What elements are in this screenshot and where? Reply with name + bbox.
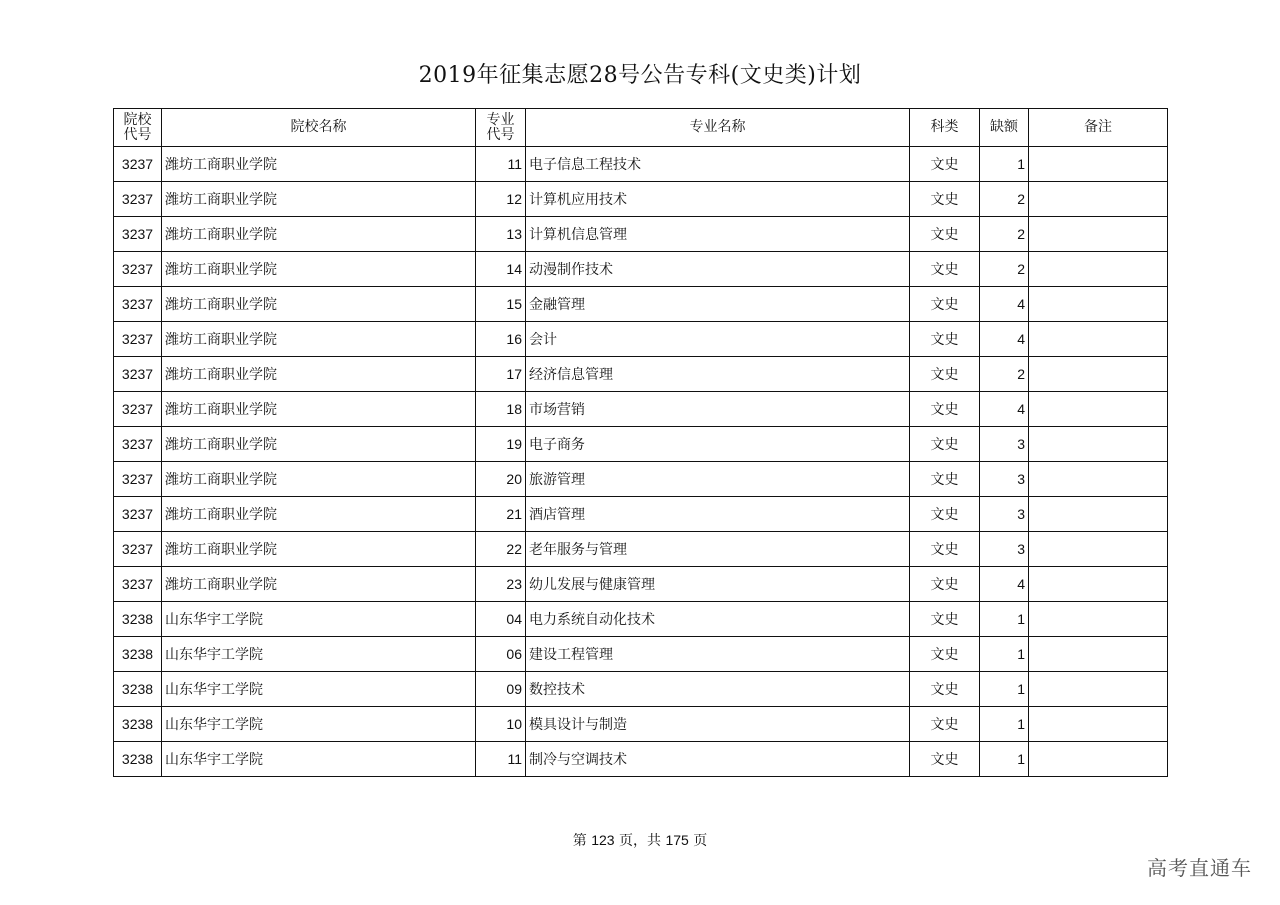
header-major-name: 专业名称 — [526, 109, 910, 147]
school-name-cell: 潍坊工商职业学院 — [162, 392, 476, 427]
school-code-cell: 3237 — [114, 462, 162, 497]
remark-cell — [1029, 567, 1168, 602]
remark-cell — [1029, 707, 1168, 742]
page-total: 175 — [665, 832, 689, 848]
header-remark: 备注 — [1029, 109, 1168, 147]
school-name-cell: 潍坊工商职业学院 — [162, 462, 476, 497]
major-name-cell: 模具设计与制造 — [526, 707, 910, 742]
school-name-cell: 潍坊工商职业学院 — [162, 147, 476, 182]
major-name-cell: 计算机应用技术 — [526, 182, 910, 217]
table-row — [114, 147, 1168, 182]
plan-table — [113, 108, 1168, 777]
table-row — [114, 427, 1168, 462]
major-code-cell: 11 — [476, 147, 526, 182]
quota-cell: 3 — [980, 497, 1029, 532]
table-row — [114, 322, 1168, 357]
major-code-cell: 22 — [476, 532, 526, 567]
category-cell: 文史 — [910, 392, 980, 427]
table-row — [114, 462, 1168, 497]
quota-cell: 2 — [980, 182, 1029, 217]
school-name-cell: 山东华宇工学院 — [162, 602, 476, 637]
category-cell: 文史 — [910, 742, 980, 777]
plan-table-body — [114, 147, 1168, 777]
school-code-cell: 3237 — [114, 287, 162, 322]
major-name-cell: 电子商务 — [526, 427, 910, 462]
major-code-cell: 12 — [476, 182, 526, 217]
major-code-cell: 16 — [476, 322, 526, 357]
table-row — [114, 287, 1168, 322]
major-code-cell: 17 — [476, 357, 526, 392]
table-row — [114, 672, 1168, 707]
school-code-cell: 3238 — [114, 672, 162, 707]
major-name-cell: 制冷与空调技术 — [526, 742, 910, 777]
remark-cell — [1029, 252, 1168, 287]
major-code-cell: 18 — [476, 392, 526, 427]
school-name-cell: 潍坊工商职业学院 — [162, 497, 476, 532]
table-row — [114, 217, 1168, 252]
major-name-cell: 数控技术 — [526, 672, 910, 707]
major-name-cell: 计算机信息管理 — [526, 217, 910, 252]
category-cell: 文史 — [910, 602, 980, 637]
school-code-cell: 3238 — [114, 707, 162, 742]
quota-cell: 1 — [980, 602, 1029, 637]
major-name-cell: 动漫制作技术 — [526, 252, 910, 287]
quota-cell: 1 — [980, 147, 1029, 182]
major-name-cell: 建设工程管理 — [526, 637, 910, 672]
category-cell: 文史 — [910, 637, 980, 672]
school-name-cell: 山东华宇工学院 — [162, 637, 476, 672]
remark-cell — [1029, 182, 1168, 217]
remark-cell — [1029, 322, 1168, 357]
watermark-text: 高考直通车 — [1147, 856, 1252, 880]
major-name-cell: 电子信息工程技术 — [526, 147, 910, 182]
major-name-cell: 市场营销 — [526, 392, 910, 427]
remark-cell — [1029, 357, 1168, 392]
major-code-cell: 20 — [476, 462, 526, 497]
school-name-cell: 山东华宇工学院 — [162, 742, 476, 777]
school-name-cell: 潍坊工商职业学院 — [162, 357, 476, 392]
quota-cell: 4 — [980, 322, 1029, 357]
major-code-cell: 21 — [476, 497, 526, 532]
major-name-cell: 会计 — [526, 322, 910, 357]
remark-cell — [1029, 287, 1168, 322]
remark-cell — [1029, 217, 1168, 252]
major-code-cell: 10 — [476, 707, 526, 742]
school-code-cell: 3237 — [114, 217, 162, 252]
quota-cell: 1 — [980, 707, 1029, 742]
category-cell: 文史 — [910, 287, 980, 322]
school-name-cell: 潍坊工商职业学院 — [162, 182, 476, 217]
school-code-cell: 3238 — [114, 602, 162, 637]
school-code-cell: 3237 — [114, 147, 162, 182]
page-footer: 第 123 页，共 175 页 — [572, 832, 708, 849]
quota-cell: 2 — [980, 252, 1029, 287]
category-cell: 文史 — [910, 672, 980, 707]
quota-cell: 3 — [980, 532, 1029, 567]
school-name-cell: 潍坊工商职业学院 — [162, 217, 476, 252]
school-name-cell: 潍坊工商职业学院 — [162, 322, 476, 357]
table-row — [114, 637, 1168, 672]
quota-cell: 4 — [980, 287, 1029, 322]
school-name-cell: 潍坊工商职业学院 — [162, 287, 476, 322]
header-school-code: 院校 代号 — [114, 109, 162, 147]
remark-cell — [1029, 742, 1168, 777]
major-name-cell: 经济信息管理 — [526, 357, 910, 392]
table-row — [114, 392, 1168, 427]
quota-cell: 1 — [980, 637, 1029, 672]
remark-cell — [1029, 637, 1168, 672]
table-row — [114, 182, 1168, 217]
school-code-cell: 3237 — [114, 532, 162, 567]
category-cell: 文史 — [910, 357, 980, 392]
category-cell: 文史 — [910, 707, 980, 742]
major-name-cell: 电力系统自动化技术 — [526, 602, 910, 637]
header-major-code: 专业 代号 — [476, 109, 526, 147]
school-code-cell: 3237 — [114, 392, 162, 427]
major-code-cell: 23 — [476, 567, 526, 602]
major-code-cell: 15 — [476, 287, 526, 322]
category-cell: 文史 — [910, 462, 980, 497]
major-name-cell: 金融管理 — [526, 287, 910, 322]
major-code-cell: 19 — [476, 427, 526, 462]
school-name-cell: 潍坊工商职业学院 — [162, 252, 476, 287]
table-header-row — [114, 109, 1168, 147]
remark-cell — [1029, 532, 1168, 567]
school-name-cell: 潍坊工商职业学院 — [162, 427, 476, 462]
major-code-cell: 13 — [476, 217, 526, 252]
major-code-cell: 06 — [476, 637, 526, 672]
category-cell: 文史 — [910, 252, 980, 287]
school-code-cell: 3238 — [114, 742, 162, 777]
school-code-cell: 3237 — [114, 497, 162, 532]
category-cell: 文史 — [910, 217, 980, 252]
quota-cell: 4 — [980, 392, 1029, 427]
major-name-cell: 老年服务与管理 — [526, 532, 910, 567]
major-code-cell: 04 — [476, 602, 526, 637]
table-row — [114, 567, 1168, 602]
school-code-cell: 3237 — [114, 567, 162, 602]
quota-cell: 1 — [980, 742, 1029, 777]
table-row — [114, 602, 1168, 637]
quota-cell: 2 — [980, 357, 1029, 392]
table-row — [114, 252, 1168, 287]
category-cell: 文史 — [910, 532, 980, 567]
remark-cell — [1029, 497, 1168, 532]
major-name-cell: 旅游管理 — [526, 462, 910, 497]
remark-cell — [1029, 602, 1168, 637]
category-cell: 文史 — [910, 427, 980, 462]
quota-cell: 1 — [980, 672, 1029, 707]
major-code-cell: 11 — [476, 742, 526, 777]
quota-cell: 4 — [980, 567, 1029, 602]
school-name-cell: 山东华宇工学院 — [162, 707, 476, 742]
table-row — [114, 357, 1168, 392]
table-row — [114, 532, 1168, 567]
page-title: 2019年征集志愿28号公告专科(文史类)计划 — [418, 63, 862, 88]
remark-cell — [1029, 427, 1168, 462]
school-name-cell: 潍坊工商职业学院 — [162, 532, 476, 567]
school-name-cell: 山东华宇工学院 — [162, 672, 476, 707]
category-cell: 文史 — [910, 497, 980, 532]
header-quota: 缺额 — [980, 109, 1029, 147]
category-cell: 文史 — [910, 567, 980, 602]
quota-cell: 2 — [980, 217, 1029, 252]
page-number: 123 — [591, 832, 615, 848]
remark-cell — [1029, 147, 1168, 182]
school-code-cell: 3237 — [114, 357, 162, 392]
table-row — [114, 707, 1168, 742]
header-school-name: 院校名称 — [162, 109, 476, 147]
major-name-cell: 酒店管理 — [526, 497, 910, 532]
quota-cell: 3 — [980, 462, 1029, 497]
school-code-cell: 3237 — [114, 252, 162, 287]
quota-cell: 3 — [980, 427, 1029, 462]
table-row — [114, 742, 1168, 777]
header-category: 科类 — [910, 109, 980, 147]
remark-cell — [1029, 392, 1168, 427]
school-code-cell: 3237 — [114, 182, 162, 217]
major-code-cell: 14 — [476, 252, 526, 287]
major-code-cell: 09 — [476, 672, 526, 707]
major-name-cell: 幼儿发展与健康管理 — [526, 567, 910, 602]
school-code-cell: 3237 — [114, 322, 162, 357]
remark-cell — [1029, 672, 1168, 707]
category-cell: 文史 — [910, 147, 980, 182]
table-row — [114, 497, 1168, 532]
school-code-cell: 3238 — [114, 637, 162, 672]
school-name-cell: 潍坊工商职业学院 — [162, 567, 476, 602]
school-code-cell: 3237 — [114, 427, 162, 462]
category-cell: 文史 — [910, 322, 980, 357]
remark-cell — [1029, 462, 1168, 497]
category-cell: 文史 — [910, 182, 980, 217]
